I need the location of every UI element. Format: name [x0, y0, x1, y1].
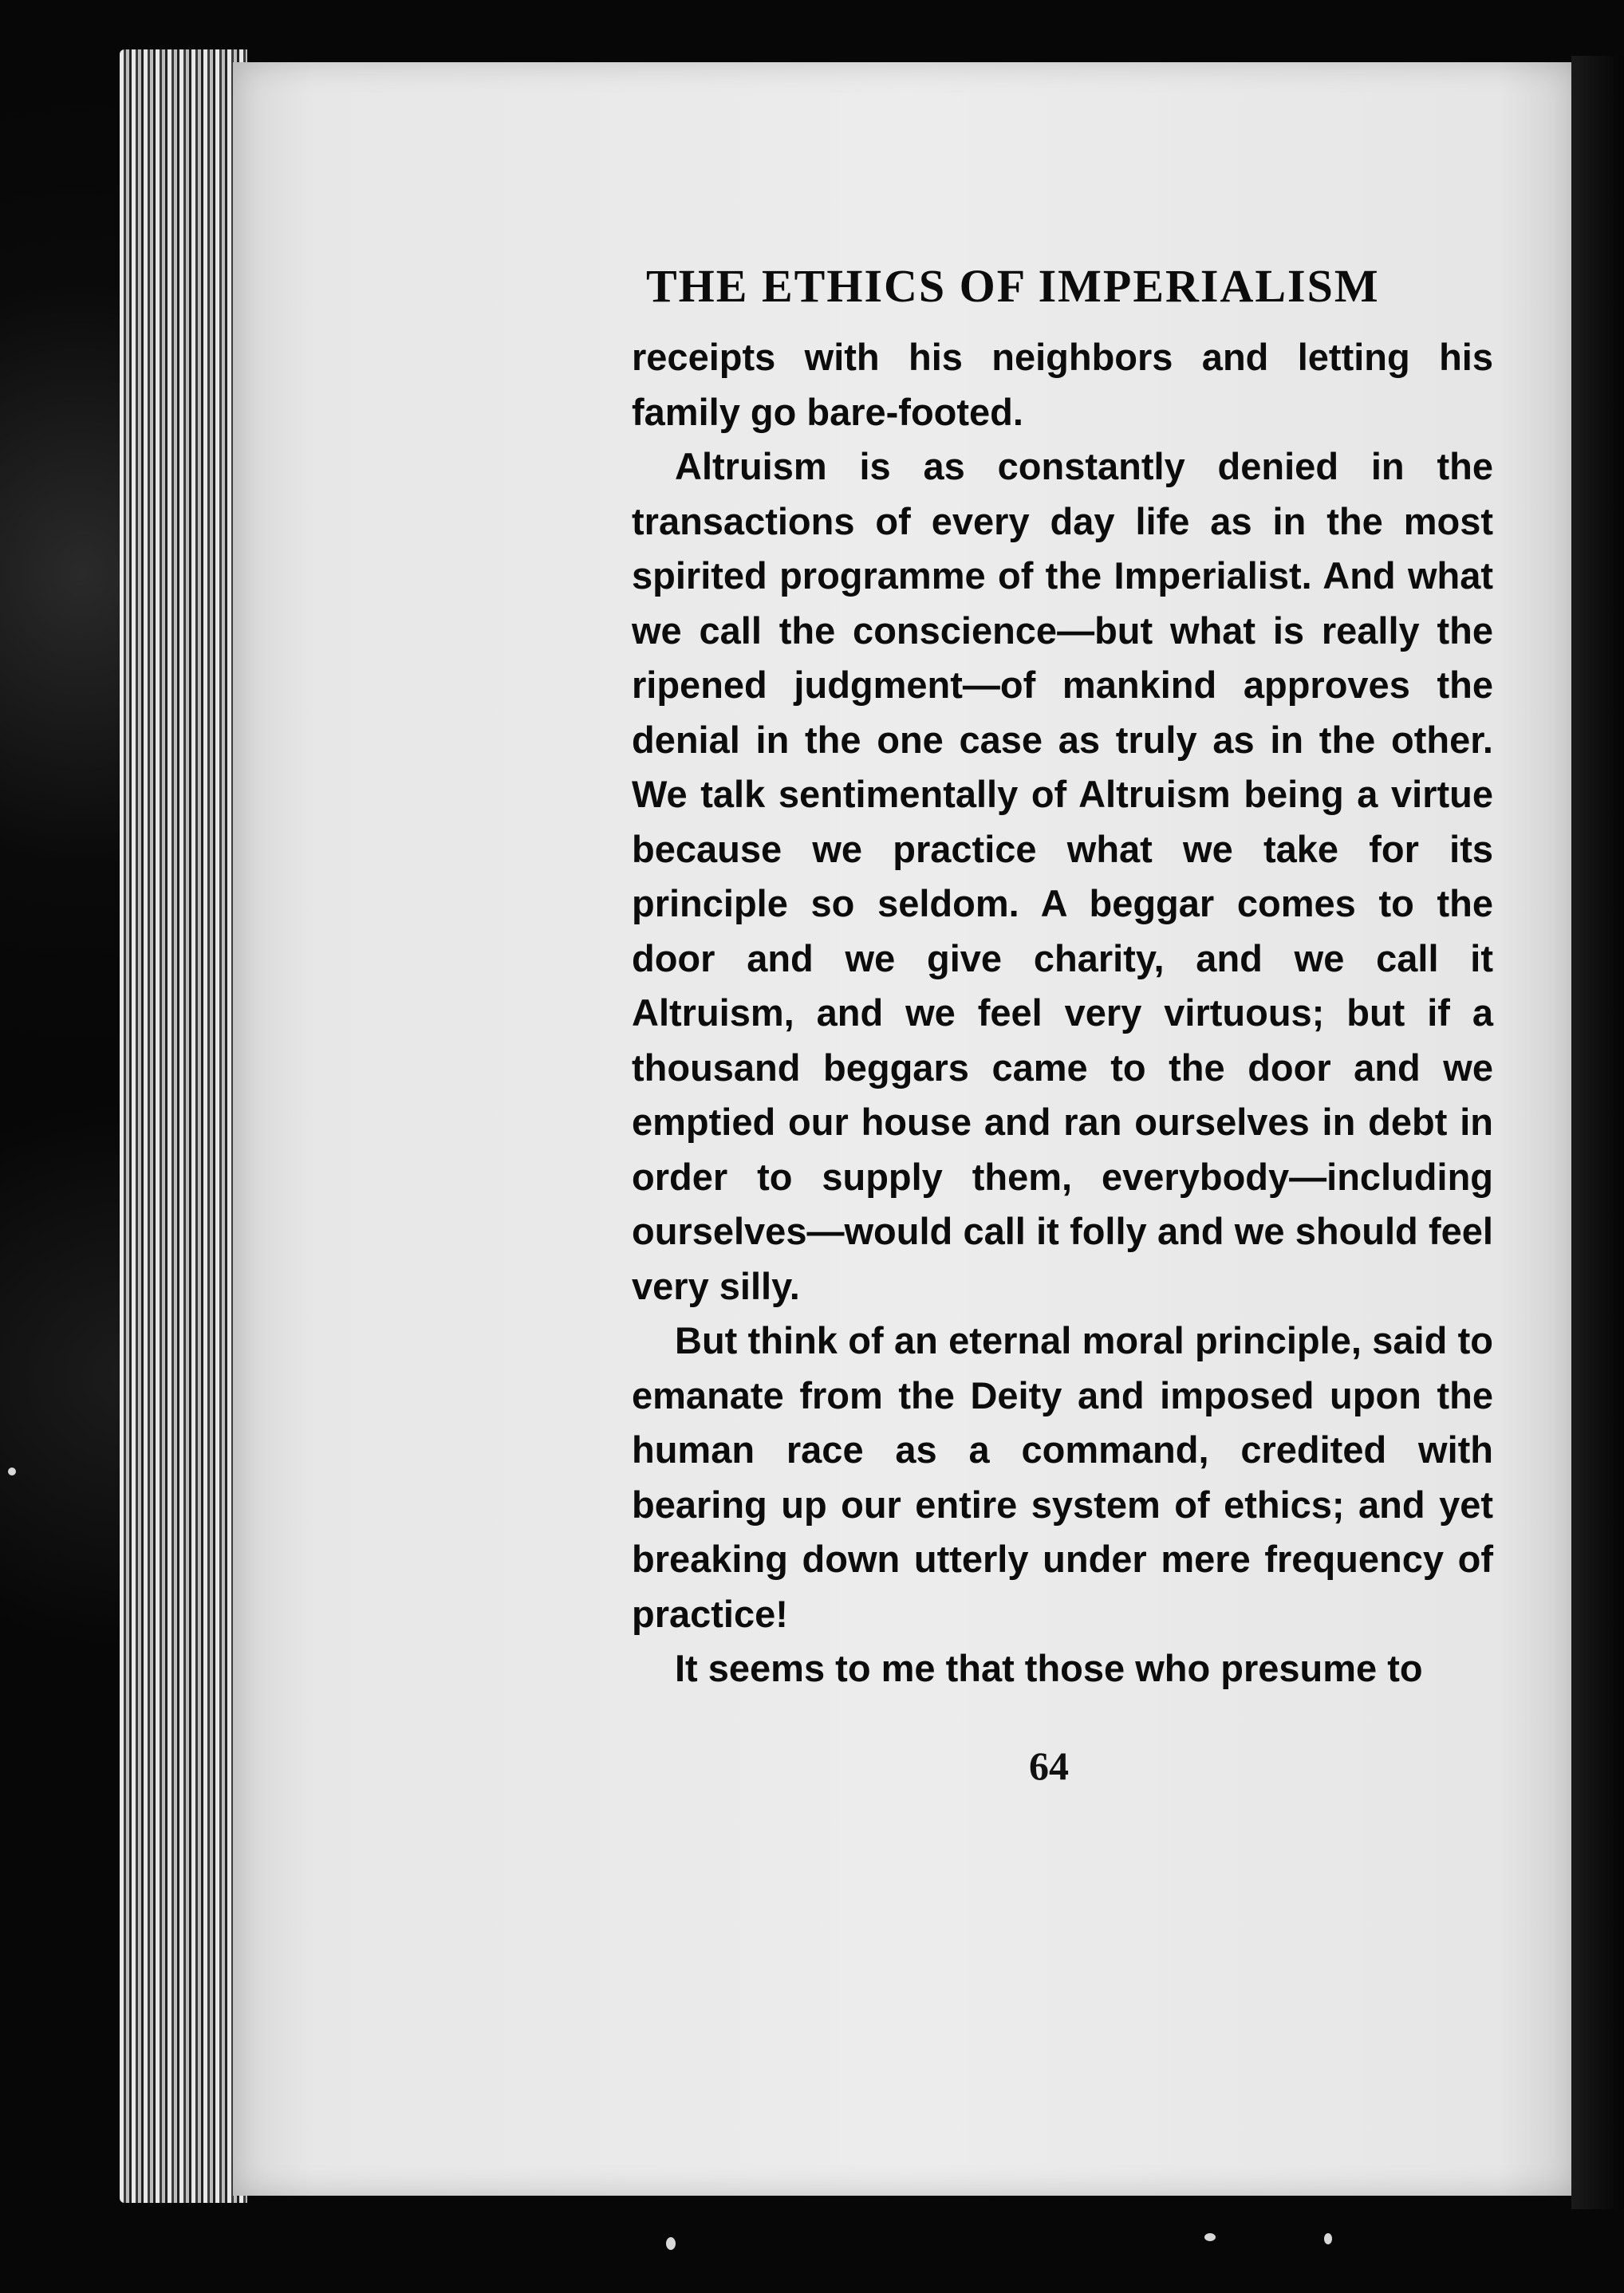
page-text-block — [632, 259, 1493, 1696]
paragraph: But think of an eternal moral principle, said to emanate from the Deity and imposed upon the human race as a command, credited with bearing up our entire system of ethics; and yet breaking down utterly under mere frequency of practice! — [632, 1319, 1493, 1635]
dust-speck — [1204, 2233, 1216, 2241]
paragraph: Altruism is as constantly denied in the transactions of every day life as in the most spirited programme of the Imperialist. And what we call the conscience—but what is really the ripened judgment—of mankind approves the denial in the one case as truly as in the other. We talk sentimentally of Altruism being a virtue because we practice what we take for its principle so seldom. A beggar comes to the door and we give charity, and we call it Altruism, and we feel very virtuous; but if a thousand beggars came to the door and we emptied our house and ran ourselves in debt in order to supply them, everybody—including ourselves—would call it folly and we should feel very silly. — [632, 445, 1493, 1307]
page-number: 64 — [1029, 1743, 1069, 1788]
dust-speck — [666, 2237, 676, 2250]
body-text — [632, 330, 1493, 1696]
book-page-edges — [120, 49, 247, 2203]
paragraph-continuation: receipts with his neighbors and letting his family go bare-footed. — [632, 336, 1493, 433]
running-head: THE ETHICS OF IMPERIALISM — [646, 260, 1380, 312]
dust-speck — [8, 1468, 16, 1475]
paragraph: It seems to me that those who presume to — [675, 1647, 1423, 1689]
page-gutter-shadow — [1571, 56, 1624, 2209]
dust-speck — [1324, 2233, 1332, 2244]
